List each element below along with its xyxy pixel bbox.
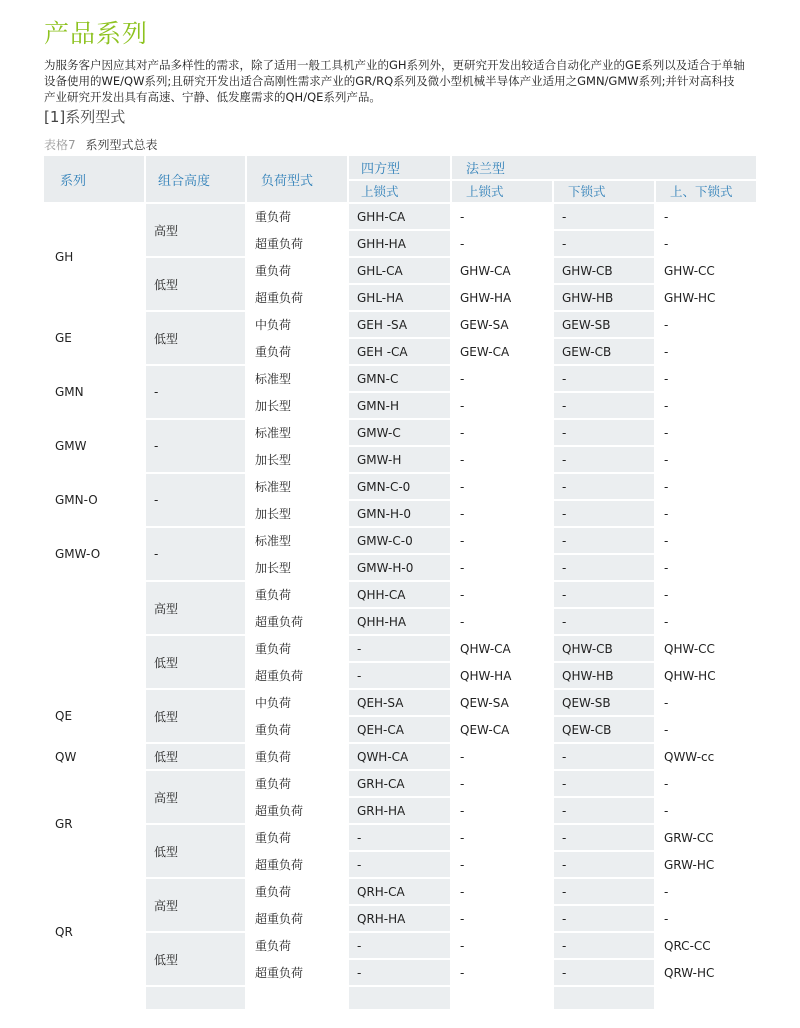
flange-top-cell: - xyxy=(451,905,553,932)
flange-bottom-cell: - xyxy=(553,959,655,986)
load-cell: 超重负荷 xyxy=(246,284,348,311)
flange-both-cell: - xyxy=(655,446,757,473)
flange-top-cell: GHW-CA xyxy=(451,257,553,284)
flange-bottom-cell: QHW-HB xyxy=(553,662,655,689)
flange-bottom-cell: - xyxy=(553,446,655,473)
height-cell: - xyxy=(145,527,246,581)
square-cell: GMW-C xyxy=(348,419,451,446)
intro-line: 为服务客户因应其对产品多样性的需求，除了适用一般工具机产业的GH系列外，更研究开发出较适合自动化产业的GE系列以及适合于单轴 xyxy=(44,58,745,72)
square-cell: QEH-CA xyxy=(348,716,451,743)
load-cell: 重负荷 xyxy=(246,932,348,959)
flange-both-cell: - xyxy=(655,716,757,743)
height-cell: 低型 xyxy=(145,635,246,689)
table-body xyxy=(44,203,757,1010)
header-flange: 法兰型 xyxy=(451,156,757,180)
flange-both-cell: - xyxy=(655,554,757,581)
flange-top-cell: - xyxy=(451,878,553,905)
square-cell: QEH-SA xyxy=(348,689,451,716)
flange-bottom-cell: - xyxy=(553,365,655,392)
empty-cell xyxy=(451,986,553,1010)
flange-both-cell: QHW-HC xyxy=(655,662,757,689)
series-cell: GMW-O xyxy=(44,527,145,581)
flange-top-cell: - xyxy=(451,446,553,473)
table-row xyxy=(44,689,757,716)
empty-cell xyxy=(145,986,246,1010)
flange-both-cell: - xyxy=(655,608,757,635)
header-flange-both-lock: 上、下锁式 xyxy=(655,180,757,204)
series-table xyxy=(44,156,758,1011)
table-row xyxy=(44,527,757,554)
table-row xyxy=(44,473,757,500)
flange-both-cell: GRW-CC xyxy=(655,824,757,851)
height-cell: 高型 xyxy=(145,878,246,932)
flange-top-cell: - xyxy=(451,554,553,581)
flange-both-cell: - xyxy=(655,527,757,554)
square-cell: GMN-C xyxy=(348,365,451,392)
table-row xyxy=(44,311,757,338)
square-cell: QHH-CA xyxy=(348,581,451,608)
load-cell: 重负荷 xyxy=(246,878,348,905)
header-flange-bottom-lock: 下锁式 xyxy=(553,180,655,204)
square-cell: QRH-CA xyxy=(348,878,451,905)
flange-bottom-cell: - xyxy=(553,230,655,257)
flange-both-cell: - xyxy=(655,581,757,608)
table-row xyxy=(44,824,757,851)
load-cell: 超重负荷 xyxy=(246,905,348,932)
flange-top-cell: - xyxy=(451,959,553,986)
square-cell: QRH-HA xyxy=(348,905,451,932)
intro-line: 设备使用的WE/QW系列;且研究开发出适合高刚性需求产业的GR/RQ系列及微小型机械半导体产业适用之GMN/GMW系列;并针对高科技 xyxy=(44,74,735,88)
table-title: 系列型式总表 xyxy=(85,138,158,152)
series-cell xyxy=(44,581,145,689)
flange-both-cell: - xyxy=(655,770,757,797)
height-cell: 低型 xyxy=(145,824,246,878)
flange-top-cell: - xyxy=(451,824,553,851)
flange-top-cell: - xyxy=(451,770,553,797)
flange-bottom-cell: - xyxy=(553,527,655,554)
square-cell: GMW-C-0 xyxy=(348,527,451,554)
load-cell: 重负荷 xyxy=(246,635,348,662)
flange-top-cell: GEW-SA xyxy=(451,311,553,338)
flange-both-cell: - xyxy=(655,419,757,446)
load-cell: 标准型 xyxy=(246,473,348,500)
square-cell: GHH-CA xyxy=(348,203,451,230)
height-cell: 高型 xyxy=(145,203,246,257)
flange-bottom-cell: - xyxy=(553,419,655,446)
flange-top-cell: - xyxy=(451,392,553,419)
square-cell: QHH-HA xyxy=(348,608,451,635)
flange-top-cell: - xyxy=(451,419,553,446)
header-square: 四方型 xyxy=(348,156,451,180)
flange-bottom-cell: - xyxy=(553,932,655,959)
square-cell: GHL-CA xyxy=(348,257,451,284)
table-row xyxy=(44,878,757,905)
empty-cell xyxy=(44,986,145,1010)
load-cell: 重负荷 xyxy=(246,581,348,608)
height-cell: 高型 xyxy=(145,581,246,635)
flange-top-cell: - xyxy=(451,743,553,770)
square-cell: - xyxy=(348,824,451,851)
height-cell: - xyxy=(145,473,246,527)
flange-top-cell: - xyxy=(451,608,553,635)
flange-top-cell: QHW-CA xyxy=(451,635,553,662)
load-cell: 重负荷 xyxy=(246,203,348,230)
height-cell: - xyxy=(145,419,246,473)
empty-cell xyxy=(348,986,451,1010)
flange-both-cell: - xyxy=(655,392,757,419)
load-cell: 标准型 xyxy=(246,365,348,392)
flange-both-cell: - xyxy=(655,338,757,365)
flange-bottom-cell: - xyxy=(553,770,655,797)
square-cell: GHL-HA xyxy=(348,284,451,311)
flange-bottom-cell: QEW-SB xyxy=(553,689,655,716)
load-cell: 重负荷 xyxy=(246,824,348,851)
load-cell: 重负荷 xyxy=(246,338,348,365)
square-cell: GMN-C-0 xyxy=(348,473,451,500)
square-cell: - xyxy=(348,635,451,662)
flange-top-cell: - xyxy=(451,203,553,230)
height-cell: - xyxy=(145,365,246,419)
header-load: 负荷型式 xyxy=(246,156,348,203)
intro-line: 产业研究开发出具有高速、宁静、低发塵需求的QH/QE系列产品。 xyxy=(44,90,381,104)
series-cell: GR xyxy=(44,770,145,878)
series-cell: GMW xyxy=(44,419,145,473)
flange-bottom-cell: - xyxy=(553,824,655,851)
table-row xyxy=(44,257,757,284)
square-cell: GRH-CA xyxy=(348,770,451,797)
square-cell: - xyxy=(348,662,451,689)
flange-both-cell: GHW-CC xyxy=(655,257,757,284)
load-cell: 重负荷 xyxy=(246,770,348,797)
square-cell: - xyxy=(348,851,451,878)
header-square-top-lock: 上锁式 xyxy=(348,180,451,204)
empty-cell xyxy=(655,986,757,1010)
flange-bottom-cell: GHW-CB xyxy=(553,257,655,284)
load-cell: 重负荷 xyxy=(246,257,348,284)
series-cell: GMN-O xyxy=(44,473,145,527)
load-cell: 超重负荷 xyxy=(246,608,348,635)
table-row xyxy=(44,419,757,446)
flange-top-cell: - xyxy=(451,473,553,500)
table-row-empty xyxy=(44,986,757,1010)
flange-top-cell: QEW-CA xyxy=(451,716,553,743)
flange-bottom-cell: - xyxy=(553,500,655,527)
flange-bottom-cell: - xyxy=(553,878,655,905)
square-cell: - xyxy=(348,959,451,986)
header-height: 组合高度 xyxy=(145,156,246,203)
load-cell: 超重负荷 xyxy=(246,662,348,689)
series-cell: QR xyxy=(44,878,145,986)
flange-both-cell: QRC-CC xyxy=(655,932,757,959)
height-cell: 高型 xyxy=(145,770,246,824)
load-cell: 加长型 xyxy=(246,500,348,527)
square-cell: QWH-CA xyxy=(348,743,451,770)
flange-both-cell: - xyxy=(655,689,757,716)
flange-bottom-cell: QEW-CB xyxy=(553,716,655,743)
series-cell: QW xyxy=(44,743,145,770)
table-row xyxy=(44,365,757,392)
flange-both-cell: QWW-cc xyxy=(655,743,757,770)
table-row xyxy=(44,635,757,662)
series-cell: GH xyxy=(44,203,145,311)
flange-both-cell: - xyxy=(655,473,757,500)
height-cell: 低型 xyxy=(145,689,246,743)
flange-bottom-cell: - xyxy=(553,554,655,581)
flange-bottom-cell: - xyxy=(553,905,655,932)
flange-bottom-cell: - xyxy=(553,851,655,878)
flange-bottom-cell: - xyxy=(553,608,655,635)
flange-top-cell: - xyxy=(451,797,553,824)
flange-both-cell: - xyxy=(655,230,757,257)
flange-top-cell: - xyxy=(451,527,553,554)
header-series: 系列 xyxy=(44,156,145,203)
square-cell: - xyxy=(348,932,451,959)
flange-bottom-cell: - xyxy=(553,473,655,500)
height-cell: 低型 xyxy=(145,257,246,311)
flange-bottom-cell: GEW-SB xyxy=(553,311,655,338)
series-cell: GE xyxy=(44,311,145,365)
flange-bottom-cell: GEW-CB xyxy=(553,338,655,365)
load-cell: 超重负荷 xyxy=(246,230,348,257)
load-cell: 加长型 xyxy=(246,554,348,581)
height-cell: 低型 xyxy=(145,743,246,770)
load-cell: 中负荷 xyxy=(246,689,348,716)
table-row xyxy=(44,581,757,608)
flange-both-cell: - xyxy=(655,365,757,392)
flange-bottom-cell: - xyxy=(553,392,655,419)
flange-bottom-cell: - xyxy=(553,581,655,608)
flange-both-cell: - xyxy=(655,797,757,824)
flange-both-cell: QRW-HC xyxy=(655,959,757,986)
square-cell: GEH -CA xyxy=(348,338,451,365)
flange-top-cell: - xyxy=(451,365,553,392)
square-cell: GMN-H xyxy=(348,392,451,419)
intro-text xyxy=(44,57,764,105)
flange-both-cell: GHW-HC xyxy=(655,284,757,311)
square-cell: GEH -SA xyxy=(348,311,451,338)
flange-top-cell: - xyxy=(451,851,553,878)
flange-top-cell: QEW-SA xyxy=(451,689,553,716)
square-cell: GRH-HA xyxy=(348,797,451,824)
series-cell: GMN xyxy=(44,365,145,419)
square-cell: GMW-H xyxy=(348,446,451,473)
flange-bottom-cell: GHW-HB xyxy=(553,284,655,311)
load-cell: 超重负荷 xyxy=(246,959,348,986)
table-row xyxy=(44,203,757,230)
square-cell: GMN-H-0 xyxy=(348,500,451,527)
flange-top-cell: - xyxy=(451,932,553,959)
load-cell: 中负荷 xyxy=(246,311,348,338)
series-cell: QE xyxy=(44,689,145,743)
flange-both-cell: - xyxy=(655,311,757,338)
square-cell: GHH-HA xyxy=(348,230,451,257)
flange-bottom-cell: QHW-CB xyxy=(553,635,655,662)
flange-both-cell: - xyxy=(655,905,757,932)
flange-bottom-cell: - xyxy=(553,203,655,230)
height-cell: 低型 xyxy=(145,932,246,986)
flange-both-cell: - xyxy=(655,203,757,230)
flange-both-cell: - xyxy=(655,500,757,527)
flange-top-cell: GHW-HA xyxy=(451,284,553,311)
table-header xyxy=(44,156,757,203)
flange-top-cell: - xyxy=(451,581,553,608)
flange-both-cell: QHW-CC xyxy=(655,635,757,662)
load-cell: 重负荷 xyxy=(246,743,348,770)
table-label: 表格7 xyxy=(44,138,76,152)
table-caption xyxy=(44,136,157,153)
load-cell: 标准型 xyxy=(246,527,348,554)
flange-bottom-cell: - xyxy=(553,743,655,770)
load-cell: 加长型 xyxy=(246,392,348,419)
flange-bottom-cell: - xyxy=(553,797,655,824)
load-cell: 超重负荷 xyxy=(246,851,348,878)
empty-cell xyxy=(246,986,348,1010)
page-title: 产品系列 xyxy=(44,19,149,48)
table-row xyxy=(44,770,757,797)
load-cell: 加长型 xyxy=(246,446,348,473)
table-row xyxy=(44,743,757,770)
flange-top-cell: - xyxy=(451,500,553,527)
table-row xyxy=(44,932,757,959)
square-cell: GMW-H-0 xyxy=(348,554,451,581)
load-cell: 标准型 xyxy=(246,419,348,446)
load-cell: 超重负荷 xyxy=(246,797,348,824)
header-flange-top-lock: 上锁式 xyxy=(451,180,553,204)
load-cell: 重负荷 xyxy=(246,716,348,743)
flange-top-cell: GEW-CA xyxy=(451,338,553,365)
empty-cell xyxy=(553,986,655,1010)
flange-both-cell: - xyxy=(655,878,757,905)
flange-both-cell: GRW-HC xyxy=(655,851,757,878)
flange-top-cell: - xyxy=(451,230,553,257)
section-heading: [1]系列型式 xyxy=(44,108,126,126)
flange-top-cell: QHW-HA xyxy=(451,662,553,689)
height-cell: 低型 xyxy=(145,311,246,365)
